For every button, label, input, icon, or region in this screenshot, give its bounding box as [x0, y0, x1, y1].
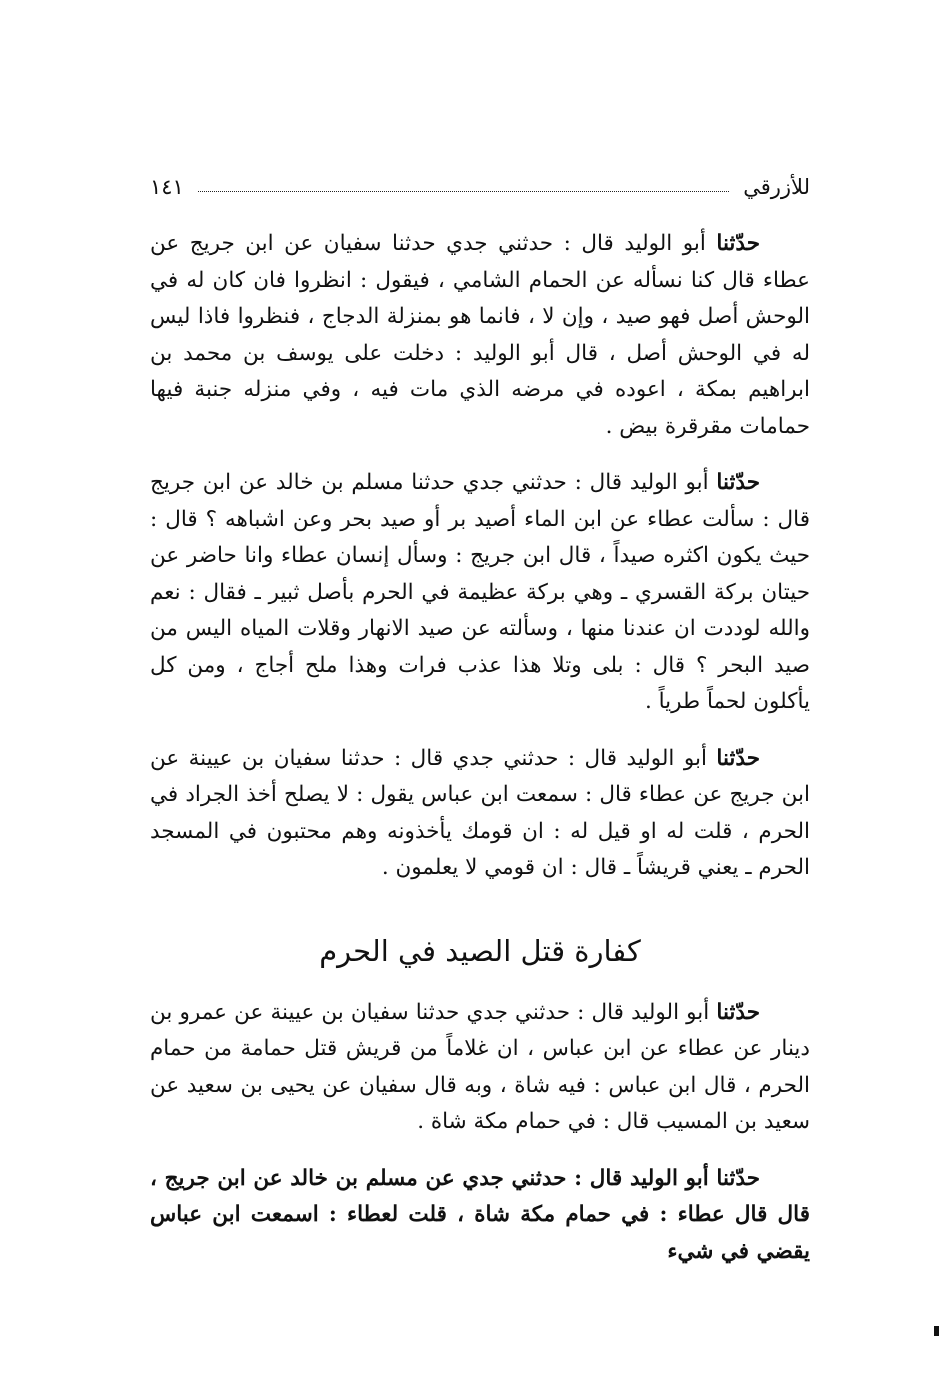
dotted-leader — [198, 191, 729, 192]
paragraph — [150, 226, 810, 445]
paragraph-text: أبو الوليد قال : حدثني جدي حدثنا سفيان عن ابن جريج عن عطاء قال كنا نسأله عن الحمام الشامي ، فيقول : انظروا فان كان له في الوحش أصل فهو صيد ، وإن لا ، فانما هو بمنزلة الدجاج ، فنظروا فاذا ليس له في الوحش أصل ، قال أبو الوليد : دخلت على يوسف بن محمد بن ابراهيم بمكة ، اعوده في مرضه الذي مات فيه ، وفي منزله جنبة فيها حمامات مقرقرة بيض . — [150, 231, 810, 439]
book-page — [150, 170, 810, 1270]
paragraph — [150, 465, 810, 721]
paragraph-text: أبو الوليد قال : حدثني جدي قال : حدثنا سفيان بن عيينة عن ابن جريج عن عطاء قال : سمعت ابن عباس يقول : لا يصلح أخذ الجراد في الحرم ، قلت له او قيل له : ان قومك يأخذونه وهم محتبون في المسجد الحرم ـ يعني قريشاً ـ قال : ان قومي لا يعلمون . — [150, 745, 810, 880]
page-number: ١٤١ — [150, 175, 184, 199]
paragraph-opener: حدّثنا — [716, 745, 760, 771]
page-header — [150, 170, 810, 204]
paragraph-text: أبو الوليد قال : حدثني جدي عن مسلم بن خالد عن ابن جريج ، قال قال عطاء : في حمام مكة شاة ، قلت لعطاء : اسمعت ابن عباس يقضي في شيء — [150, 1165, 810, 1264]
paragraph-opener: حدّثنا — [716, 231, 760, 256]
running-title: للأزرقي — [743, 175, 810, 199]
paragraph — [150, 995, 810, 1141]
section-heading: كفارة قتل الصيد في الحرم — [319, 933, 641, 968]
paragraph — [150, 1161, 810, 1271]
paragraph-text: أبو الوليد قال : حدثني جدي حدثنا سفيان بن عيينة عن عمرو بن دينار عن عطاء عن ابن عباس ، ان غلاماً من قريش قتل حمامة من حمام الحرم ، قال ابن عباس : فيه شاة ، وبه قال سفيان عن يحيى بن سعيد عن سعيد بن المسيب قال : في حمام مكة شاة . — [150, 999, 810, 1134]
margin-mark — [934, 1326, 939, 1336]
paragraph-opener: حدّثنا — [716, 999, 760, 1025]
paragraph-opener: حدّثنا — [716, 470, 760, 495]
paragraph-opener: حدّثنا — [716, 1165, 760, 1191]
paragraph-text: أبو الوليد قال : حدثني جدي حدثنا مسلم بن خالد عن ابن جريج قال : سألت عطاء عن ابن الماء أصيد بر أو صيد بحر وعن اشباهه ؟ قال : حيث يكون اكثره صيداً ، قال ابن جريج : وسأل إنسان عطاء وانا حاضر عن حيتان بركة القسري ـ وهي بركة عظيمة في الحرم بأصل ثبير ـ فقال : نعم والله لوددت ان عندنا منها ، وسألته عن صيد الانهار وقلات المياه اليس من صيد البحر ؟ قال : بلى وتلا هذا عذب فرات وهذا ملح أجاج ، ومن كل يأكلون لحماً طرياً . — [150, 470, 810, 714]
paragraph — [150, 741, 810, 887]
